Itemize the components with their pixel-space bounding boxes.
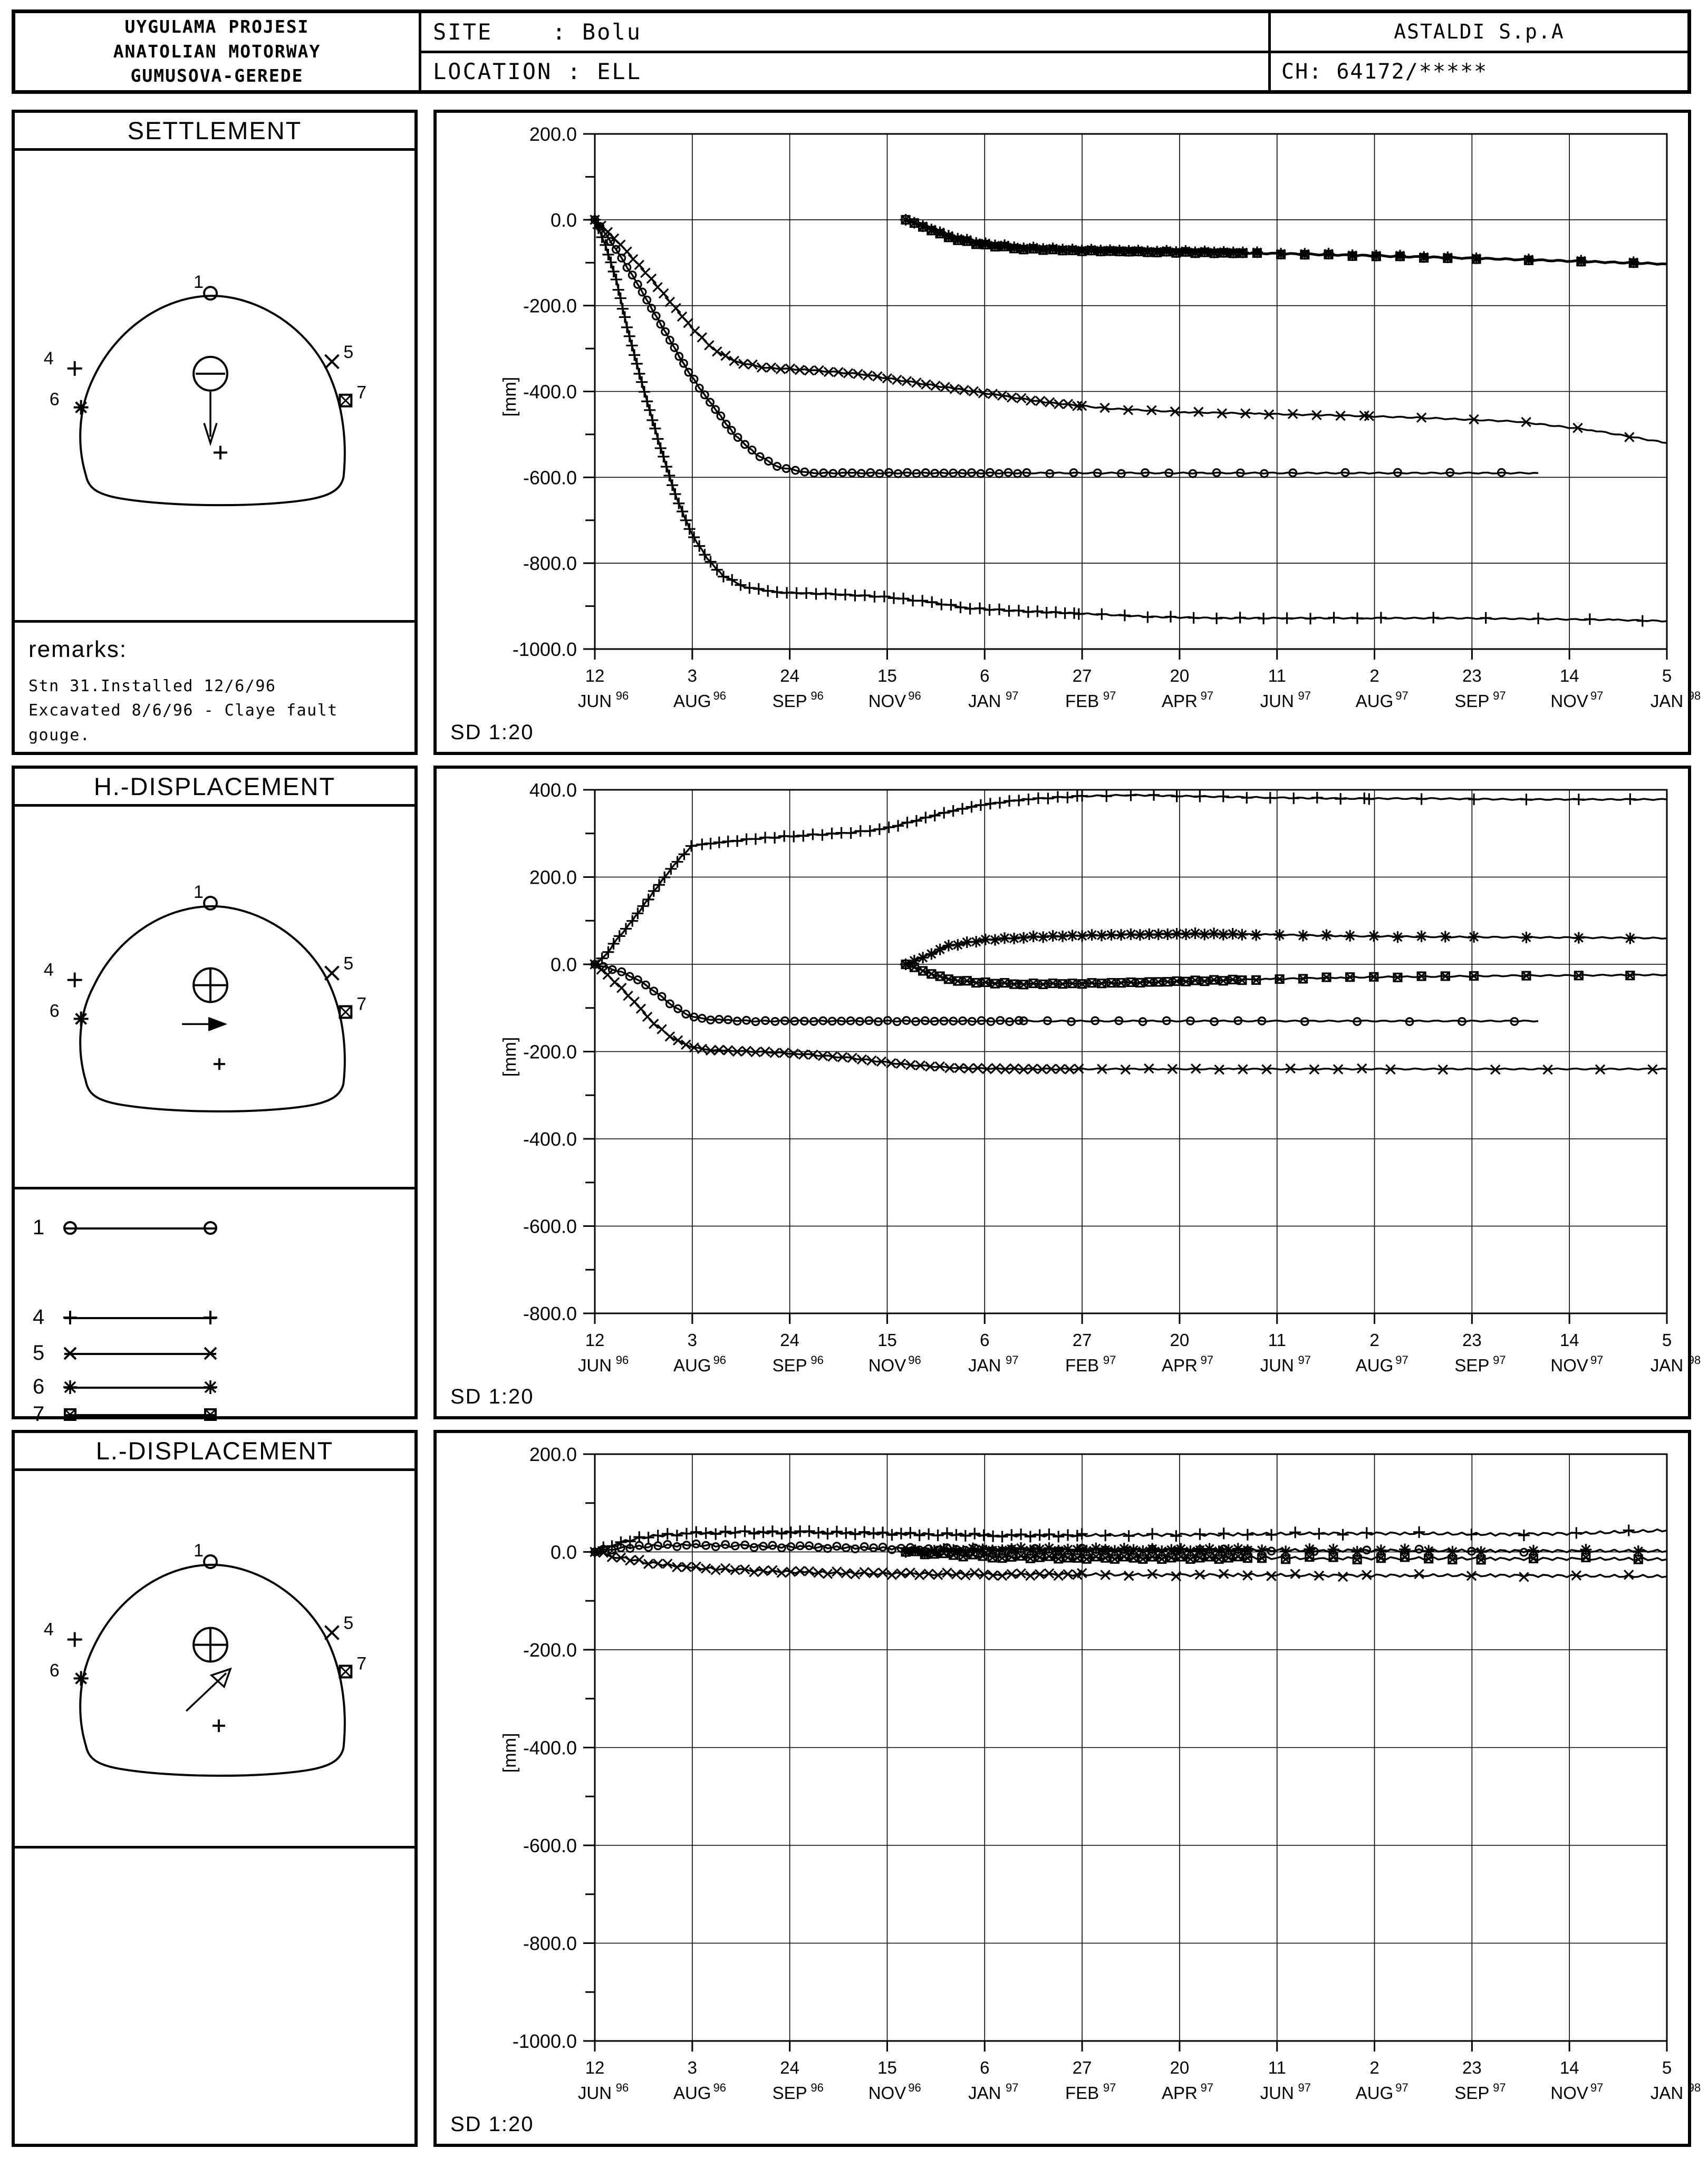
x-tick-day: 20 (1170, 666, 1190, 685)
x-tick-day: 3 (687, 2058, 697, 2077)
point-1-label: 1 (194, 1541, 204, 1561)
x-tick-month: NOV (1550, 1356, 1588, 1375)
reference-plus-icon (214, 1058, 225, 1070)
y-tick-label: -800.0 (523, 553, 577, 575)
x-tick-month: SEP (1454, 2083, 1490, 2103)
x-tick-year: 97 (1200, 2081, 1214, 2094)
y-tick-label: 200.0 (529, 1444, 577, 1465)
y-tick-label: -1000.0 (512, 638, 577, 660)
y-tick-label: -400.0 (523, 1128, 577, 1150)
x-tick-day: 2 (1369, 1330, 1379, 1350)
point-7-square-x-icon (340, 1666, 351, 1677)
legend-sample-5 (61, 1344, 219, 1362)
x-tick-month: SEP (1454, 1356, 1490, 1375)
series-1 (591, 961, 1538, 1025)
h-displacement-chart-panel (433, 766, 1701, 1419)
x-tick-day: 24 (780, 2058, 799, 2077)
l-displacement-chart (437, 1433, 1701, 2144)
x-tick-day: 27 (1072, 666, 1092, 685)
blank-notes-area (15, 1846, 414, 2144)
cross-icon (61, 1344, 79, 1362)
reference-plus-icon (213, 1719, 225, 1732)
project-line-3: GUMUSOVA-GEREDE (130, 65, 304, 86)
point-1-circle-icon (204, 1555, 217, 1568)
series-line (906, 220, 1667, 265)
x-tick-month: NOV (868, 2083, 906, 2103)
x-tick-year: 97 (1006, 1353, 1019, 1367)
x-tick-year: 97 (1590, 1353, 1604, 1367)
point-6-asterisk-icon (74, 400, 89, 415)
x-tick-month: FEB (1065, 2083, 1099, 2103)
x-tick-month: JAN (968, 691, 1001, 711)
x-tick-month: SEP (1454, 691, 1490, 711)
x-tick-year: 97 (1590, 2081, 1604, 2094)
circle-icon (201, 1219, 219, 1237)
series-line (906, 220, 1667, 264)
x-tick-day: 15 (877, 1330, 897, 1350)
x-tick-month: JAN (968, 1356, 1001, 1375)
legend-entry-4 (33, 1305, 219, 1329)
plus-icon (201, 1309, 219, 1327)
point-7-label: 7 (356, 1653, 367, 1674)
y-tick-label: 400.0 (529, 779, 577, 801)
plus-icon (61, 1309, 79, 1327)
point-6-label: 6 (49, 1660, 60, 1681)
point-6-label: 6 (49, 1001, 60, 1021)
settlement-chart-panel (433, 110, 1701, 755)
x-tick-day: 3 (687, 1330, 697, 1350)
legend-label-7: 7 (33, 1402, 45, 1426)
x-tick-day: 6 (980, 1330, 990, 1350)
point-4-plus-icon (67, 361, 82, 376)
x-tick-day: 12 (585, 1330, 605, 1350)
legend-entry-6 (33, 1375, 219, 1399)
point-5-label: 5 (343, 953, 354, 974)
x-tick-month: AUG (673, 691, 711, 711)
x-tick-day: 23 (1462, 1330, 1482, 1350)
y-tick-label: -200.0 (523, 1639, 577, 1661)
settlement-plot (437, 113, 1701, 752)
point-4-label: 4 (43, 1619, 54, 1640)
x-tick-day: 5 (1662, 666, 1672, 685)
x-tick-month: JUN (1260, 2083, 1294, 2103)
x-tick-day: 14 (1559, 666, 1579, 685)
x-tick-year: 96 (615, 1353, 629, 1367)
x-tick-month: JUN (1260, 691, 1294, 711)
x-tick-year: 98 (1687, 1353, 1701, 1367)
remarks-line-2: Excavated 8/6/96 - Claye fault (28, 701, 338, 720)
y-tick-label: -600.0 (523, 1215, 577, 1237)
x-tick-day: 15 (877, 2058, 897, 2077)
legend-sample-4 (61, 1309, 219, 1327)
h_displacement-plot (437, 769, 1701, 1416)
x-tick-month: JUN (1260, 1356, 1294, 1375)
y-axis-unit-label: [mm] (500, 1037, 520, 1077)
x-tick-month: AUG (1355, 691, 1394, 711)
point-7-square-x-icon (340, 1006, 351, 1018)
x-tick-month: AUG (673, 1356, 711, 1375)
reference-plus-icon (214, 446, 227, 459)
y-tick-label: -1000.0 (512, 2030, 577, 2052)
x-tick-month: SEP (772, 1356, 807, 1375)
h-displacement-scale-label: SD 1:20 (450, 1385, 534, 1408)
x-tick-day: 11 (1268, 1330, 1286, 1350)
series-line (595, 964, 1667, 1070)
legend-entry-1 (33, 1216, 219, 1240)
x-tick-year: 97 (1298, 2081, 1311, 2094)
x-tick-month: JUN (577, 2083, 612, 2103)
legend-label-4: 4 (33, 1305, 45, 1329)
legend-label-6: 6 (33, 1375, 45, 1398)
x-tick-year: 97 (1200, 1353, 1214, 1367)
y-tick-label: 200.0 (529, 866, 577, 888)
x-tick-month: NOV (1550, 2083, 1588, 2103)
x-tick-year: 96 (713, 689, 727, 702)
y-tick-label: 0.0 (550, 954, 577, 975)
settlement-panel-title (15, 113, 414, 151)
point-7-square-x-icon (340, 395, 351, 407)
x-tick-day: 6 (980, 666, 990, 685)
settlement-cross-section (15, 151, 414, 620)
h-displacement-row (12, 766, 1701, 1426)
settlement-scale-label: SD 1:20 (450, 721, 534, 744)
x-tick-year: 97 (1103, 1353, 1116, 1367)
point-4-label: 4 (43, 348, 54, 369)
tunnel-outline (80, 296, 345, 505)
cross-icon (201, 1344, 219, 1362)
l-displacement-symbol-icon (194, 1628, 227, 1662)
x-tick-month: SEP (772, 691, 807, 711)
x-tick-day: 11 (1268, 666, 1286, 685)
legend-label-1: 1 (33, 1216, 45, 1239)
chainage-field: CH: 64172/***** (1281, 59, 1488, 84)
settlement-title-text: SETTLEMENT (127, 117, 302, 144)
x-tick-year: 96 (713, 2081, 727, 2094)
legend-sample-7 (61, 1406, 219, 1424)
x-tick-year: 96 (615, 2081, 629, 2094)
x-tick-day: 2 (1369, 666, 1379, 685)
x-tick-year: 98 (1687, 2081, 1701, 2094)
x-tick-year: 96 (810, 1353, 824, 1367)
x-tick-month: NOV (1550, 691, 1588, 711)
l-displacement-left-panel (12, 1430, 418, 2147)
y-tick-label: -600.0 (523, 467, 577, 489)
x-tick-year: 97 (1493, 2081, 1506, 2094)
series-6 (900, 214, 1667, 268)
x-tick-year: 97 (1200, 689, 1214, 702)
settlement-direction-arrow-icon (204, 392, 217, 443)
y-tick-label: -600.0 (523, 1835, 577, 1856)
x-tick-month: APR (1161, 691, 1198, 711)
x-tick-day: 2 (1369, 2058, 1379, 2077)
x-tick-year: 97 (1103, 2081, 1116, 2094)
point-5-cross-icon (325, 1626, 339, 1640)
x-tick-month: JUN (577, 1356, 612, 1375)
x-tick-year: 98 (1687, 689, 1701, 702)
x-tick-year: 97 (1298, 689, 1311, 702)
x-tick-year: 97 (1298, 1353, 1311, 1367)
legend-sample-6 (61, 1378, 219, 1396)
x-tick-year: 97 (1493, 1353, 1506, 1367)
point-1-circle-icon (204, 897, 217, 909)
settlement-row (12, 110, 1701, 755)
point-6-asterisk-icon (74, 1671, 89, 1686)
x-tick-day: 14 (1559, 1330, 1579, 1350)
x-tick-month: JAN (1650, 2083, 1684, 2103)
h-displacement-chart (437, 769, 1701, 1416)
x-tick-day: 27 (1072, 1330, 1092, 1350)
asterisk-icon (201, 1378, 219, 1396)
tunnel-outline (80, 906, 345, 1111)
l-displacement-chart-panel (433, 1430, 1701, 2147)
x-tick-month: JAN (1650, 1356, 1684, 1375)
x-tick-year: 97 (1395, 1353, 1408, 1367)
l-displacement-cross-section (15, 1471, 414, 1846)
x-tick-month: FEB (1065, 1356, 1099, 1375)
x-tick-month: JAN (1650, 691, 1684, 711)
point-4-plus-icon (67, 1632, 82, 1647)
x-tick-year: 97 (1395, 2081, 1408, 2094)
y-axis-unit-label: [mm] (500, 1733, 520, 1773)
series-legend (15, 1187, 414, 1426)
x-tick-month: JUN (577, 691, 612, 711)
remarks-line-1: Stn 31.Installed 12/6/96 (28, 676, 276, 695)
y-tick-label: -800.0 (523, 1303, 577, 1324)
legend-label-5: 5 (33, 1341, 45, 1365)
x-tick-year: 97 (1493, 689, 1506, 702)
x-tick-month: FEB (1065, 691, 1099, 711)
series-7 (902, 216, 1667, 267)
x-tick-day: 6 (980, 2058, 990, 2077)
x-tick-year: 96 (908, 2081, 921, 2094)
x-tick-day: 23 (1462, 2058, 1482, 2077)
asterisk-icon (61, 1378, 79, 1396)
point-5-label: 5 (343, 342, 354, 362)
x-tick-month: JAN (968, 2083, 1001, 2103)
x-tick-day: 24 (780, 666, 799, 685)
legend-sample-1 (61, 1219, 219, 1237)
x-tick-day: 14 (1559, 2058, 1579, 2077)
x-tick-year: 97 (1006, 2081, 1019, 2094)
l-displacement-row (12, 1430, 1701, 2147)
x-tick-year: 96 (810, 2081, 824, 2094)
title-block (12, 9, 1691, 94)
x-tick-day: 20 (1170, 2058, 1190, 2077)
x-tick-month: NOV (868, 1356, 906, 1375)
h-displacement-panel-title (15, 769, 414, 807)
h-displacement-title-text: H.-DISPLACEMENT (93, 772, 336, 800)
point-6-asterisk-icon (74, 1011, 89, 1026)
point-1-label: 1 (194, 272, 204, 293)
point-1-circle-icon (204, 287, 217, 299)
circle-icon (61, 1219, 79, 1237)
site-field: SITE : Bolu (433, 18, 642, 45)
square-x-icon (201, 1406, 219, 1424)
series-6 (900, 927, 1667, 970)
tunnel-outline (80, 1565, 345, 1776)
remarks-box (15, 620, 414, 752)
x-tick-day: 11 (1268, 2058, 1286, 2077)
x-tick-month: SEP (772, 2083, 807, 2103)
project-line-1: UYGULAMA PROJESI (124, 16, 310, 37)
remarks-line-3: gouge. (28, 725, 91, 744)
x-tick-year: 97 (1395, 689, 1408, 702)
y-tick-label: 0.0 (550, 209, 577, 231)
x-tick-month: AUG (673, 2083, 711, 2103)
legend-entry-7 (33, 1402, 219, 1426)
x-tick-day: 15 (877, 666, 897, 685)
location-field: LOCATION : ELL (433, 59, 642, 85)
h-displacement-cross-section (15, 807, 414, 1187)
x-tick-day: 23 (1462, 666, 1482, 685)
point-5-label: 5 (343, 1613, 354, 1633)
legend-entry-5 (33, 1341, 219, 1365)
y-axis-unit-label: [mm] (500, 376, 520, 417)
l-displacement-title-text: L.-DISPLACEMENT (95, 1437, 334, 1465)
l-displacement-scale-label: SD 1:20 (450, 2113, 534, 2136)
square-x-icon (61, 1406, 79, 1424)
settlement-left-panel (12, 110, 418, 755)
x-tick-month: AUG (1355, 1356, 1394, 1375)
x-tick-day: 24 (780, 1330, 799, 1350)
point-5-cross-icon (325, 966, 339, 980)
x-tick-day: 27 (1072, 2058, 1092, 2077)
point-7-label: 7 (356, 994, 367, 1014)
y-tick-label: 0.0 (550, 1541, 577, 1563)
h-direction-arrow-icon (182, 1018, 225, 1030)
point-7-label: 7 (356, 382, 367, 403)
point-4-plus-icon (67, 973, 82, 988)
y-tick-label: -400.0 (523, 1737, 577, 1759)
x-tick-year: 97 (1006, 689, 1019, 702)
l-displacement-panel-title (15, 1433, 414, 1471)
contractor-name: ASTALDI S.p.A (1394, 20, 1565, 44)
x-tick-day: 20 (1170, 1330, 1190, 1350)
l_displacement-plot (437, 1433, 1701, 2144)
x-tick-day: 12 (585, 666, 605, 685)
project-line-2: ANATOLIAN MOTORWAY (113, 41, 321, 62)
x-tick-day: 5 (1662, 1330, 1672, 1350)
x-tick-year: 97 (1590, 689, 1604, 702)
series-4 (589, 789, 1667, 970)
remarks-heading: remarks: (28, 636, 128, 662)
l-direction-arrow-icon (186, 1669, 230, 1711)
x-tick-day: 12 (585, 2058, 605, 2077)
x-tick-month: APR (1161, 2083, 1198, 2103)
settlement-chart (437, 113, 1701, 752)
x-tick-year: 96 (713, 1353, 727, 1367)
x-tick-day: 3 (687, 666, 697, 685)
point-4-label: 4 (43, 960, 54, 980)
point-6-label: 6 (49, 389, 60, 410)
h-displacement-left-panel (12, 766, 418, 1426)
x-tick-month: NOV (868, 691, 906, 711)
project-identification (15, 13, 421, 90)
y-tick-label: 200.0 (529, 123, 577, 145)
x-tick-day: 5 (1662, 2058, 1672, 2077)
x-tick-year: 97 (1103, 689, 1116, 702)
x-tick-month: AUG (1355, 2083, 1394, 2103)
point-5-cross-icon (325, 355, 339, 369)
y-tick-label: -200.0 (523, 1041, 577, 1063)
h-displacement-symbol-icon (194, 969, 227, 1002)
y-tick-label: -400.0 (523, 381, 577, 403)
x-tick-year: 96 (908, 689, 921, 702)
x-tick-month: APR (1161, 1356, 1198, 1375)
x-tick-year: 96 (615, 689, 629, 702)
x-tick-year: 96 (908, 1353, 921, 1367)
y-tick-label: -800.0 (523, 1932, 577, 1954)
y-tick-label: -200.0 (523, 295, 577, 317)
x-tick-year: 96 (810, 689, 824, 702)
point-1-label: 1 (194, 882, 204, 902)
